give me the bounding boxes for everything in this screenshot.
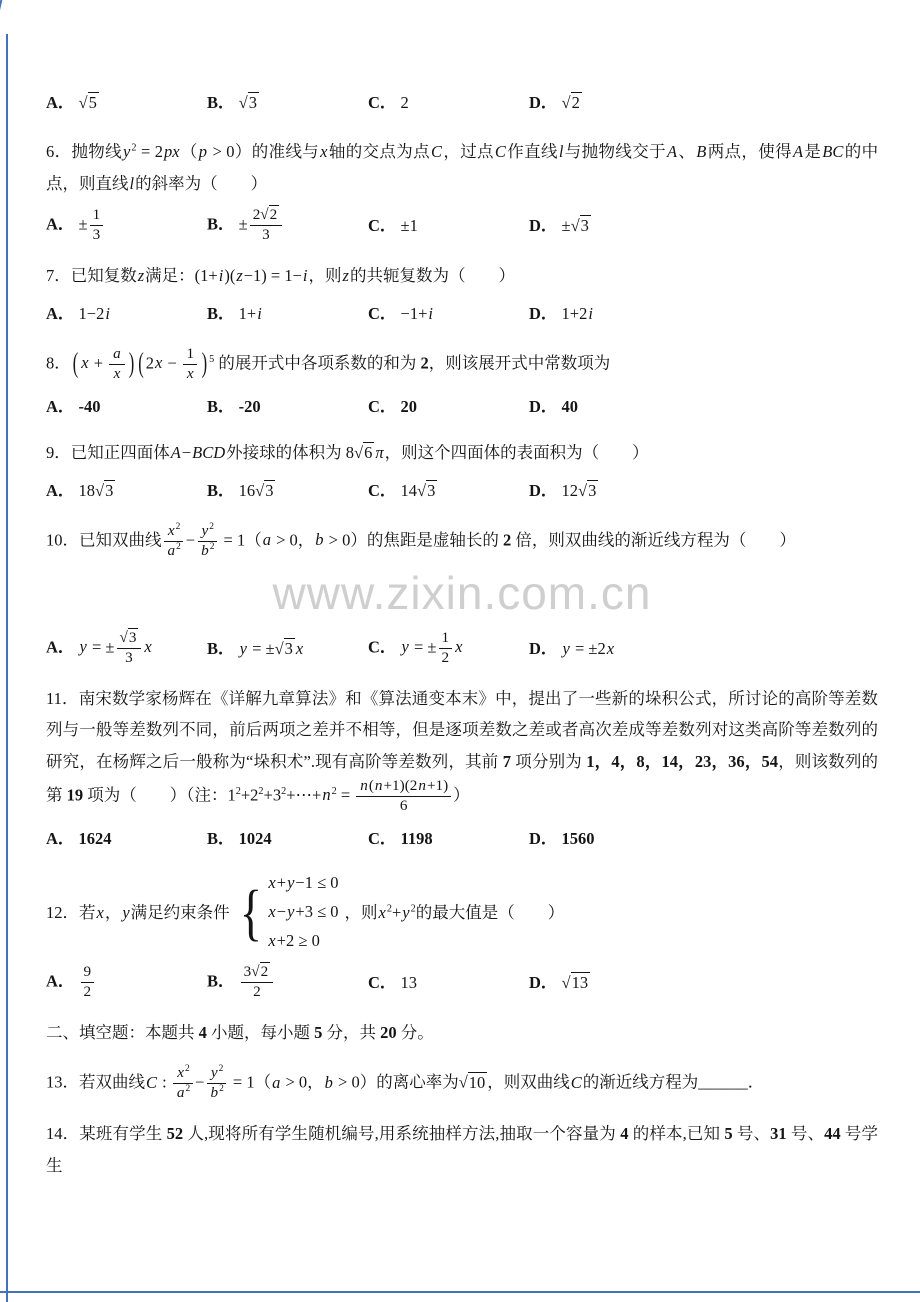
q6-option-c: C． ±1 (368, 215, 418, 235)
q11-option-c: C． 1198 (368, 829, 433, 849)
q7-option-b: B． 1+i (207, 304, 262, 324)
q12-stem-pre: 12．若x，y满足约束条件 (46, 903, 230, 923)
q9-option-c: C． 14√3 (368, 481, 436, 501)
q7-option-a: A． 1−2i (46, 304, 110, 324)
q8-option-b: B． -20 (207, 396, 261, 416)
question-9 (46, 437, 878, 507)
question-6-options-row (46, 206, 878, 245)
q12-stem-post: ，则$x^2+y^2$的最大值是（ ） (344, 903, 565, 923)
left-brace-symbol: { (239, 878, 262, 947)
q8-option-d: D． 40 (529, 396, 579, 416)
q5-option-b: B． √3 (207, 93, 257, 112)
question-7-stem: 7．已知复数z满足：(1+i)(z−1) = 1−i，则z的共轭复数为（ ） (46, 266, 515, 285)
question-9-options-row (46, 475, 878, 506)
question-8 (46, 345, 878, 422)
constraint-system (236, 869, 339, 956)
constraint-2: x−y+3 ≤ 0 (268, 902, 339, 922)
q12-option-b: B． $\frac{3√2}{2}$ (207, 963, 368, 1002)
question-7 (46, 260, 878, 330)
question-7-options-row (46, 298, 878, 329)
constraint-3: x+2 ≥ 0 (268, 931, 320, 951)
q6-option-d: D． ±√3 (529, 215, 589, 235)
q12-option-a: A． $\frac{9}{2}$ (46, 963, 207, 1002)
constraint-1: x+y−1 ≤ 0 (268, 873, 339, 893)
q11-option-a: A． 1624 (46, 829, 112, 849)
q6-option-b: B． ± $\frac{2√2}{3}$ (207, 206, 368, 245)
question-8-options-row (46, 391, 878, 422)
q9-option-a: A． 18√3 (46, 481, 114, 501)
q9-option-b: B． 16√3 (207, 481, 274, 501)
question-12 (46, 869, 878, 1002)
q10-option-d: D． y = ±2x (529, 638, 615, 658)
question-11 (46, 683, 878, 854)
question-14-stem: 14．某班有学生 52 人,现将所有学生随机编号,用系统抽样方法,抽取一个容量为 4 的样本,已知 5 号、31 号、44 号学生 (46, 1124, 879, 1175)
section-2-header: 二、填空题：本题共 4 小题，每小题 5 分，共 20 分。 (46, 1023, 434, 1043)
question-5-options-row (46, 87, 878, 118)
question-11-stem: 11．南宋数学家杨辉在《详解九章算法》和《算法通变本末》中，提出了一些新的垛积公式，所讨论的高阶等差数列与一般等差数列不同，前后两项之差并不相等，但是逐项差数之差或者高次差成等差数列对这类高阶等差数列的研究，在杨辉之后一般称为“垛积术”.现有高阶等差数列，其前 7 项分别为 1，4，8，14，23，36，54，则该数列的第 19 项为（ ）（注：$1^2+2^2+3^2+\cdots+n^2$ = $\frac{n(n+1)(2n+1)}{6}$ ） (46, 689, 879, 815)
question-14 (46, 1118, 878, 1181)
q11-option-d: D． 1560 (529, 829, 595, 849)
question-10-stem: 10．已知双曲线 $\frac{x^2}{a^2}$ − $\frac{y^2}{b^2}$ = 1（a > 0，b > 0）的焦距是虚轴长的 2 倍，则双曲线的渐近线方程为（ ） (46, 521, 796, 559)
exam-content (46, 80, 878, 1196)
watermark-text: www.zixin.com.cn (272, 566, 652, 619)
q9-option-d: D． 12√3 (529, 481, 597, 501)
q11-option-b: B． 1024 (207, 829, 272, 849)
q8-option-a: A． -40 (46, 396, 101, 416)
question-13-stem: 13．若双曲线C : $\frac{x^2}{a^2}$ − $\frac{y^2}{b^2}$ = 1（a > 0，b > 0）的离心率为√10 ，则双曲线C的渐近线方程为______． (46, 1064, 765, 1102)
question-11-options-row (46, 823, 878, 854)
q12-option-d: D． √13 (529, 972, 589, 992)
question-10-options-row (46, 629, 878, 668)
question-13 (46, 1064, 878, 1103)
q5-option-c: C． 2 (368, 93, 409, 112)
q8-option-c: C． 20 (368, 396, 418, 416)
scan-edge-line-left (6, 34, 8, 1302)
q10-option-c: C． y = ± $\frac{1}{2}$ x (368, 629, 463, 667)
question-12-stem (46, 869, 878, 956)
q12-option-c: C． 13 (368, 972, 418, 992)
scan-edge-corner-mark (0, 0, 3, 40)
constraint-rows (267, 869, 338, 956)
question-9-stem: 9．已知正四面体A−BCD外接球的体积为 8√6 π，则这个四面体的表面积为（ ） (46, 443, 649, 462)
scan-edge-line-bottom (0, 1291, 920, 1293)
question-6 (46, 136, 878, 245)
q7-option-c: C． −1+i (368, 304, 434, 324)
question-6-stem: 6．抛物线$y^2 = 2px(p > 0)$的准线与x轴的交点为点C，过点C作直线l与抛物线交于A、B两点，使得A是BC的中点，则直线l的斜率为（ ） (46, 142, 879, 193)
q7-option-d: D． 1+2i (529, 304, 593, 324)
q5-option-d: D． √2 (529, 93, 580, 112)
question-10 (46, 522, 878, 668)
q10-option-a: A． y = ± $\frac{√3}{3}$ x (46, 629, 152, 667)
q6-option-a: A． ± $\frac{1}{3}$ (46, 206, 207, 245)
q5-option-a: A． √5 (46, 93, 97, 112)
question-12-options-row (46, 963, 878, 1002)
question-8-stem: 8． ( x + $\frac{a}{x}$ ) ( 2x − $\frac{1}{x}$ ) $^5$ 的展开式中各项系数的和为 2，则该展开式中常数项为 (46, 344, 611, 382)
q10-option-b: B． y = ±√3 x (207, 638, 304, 658)
